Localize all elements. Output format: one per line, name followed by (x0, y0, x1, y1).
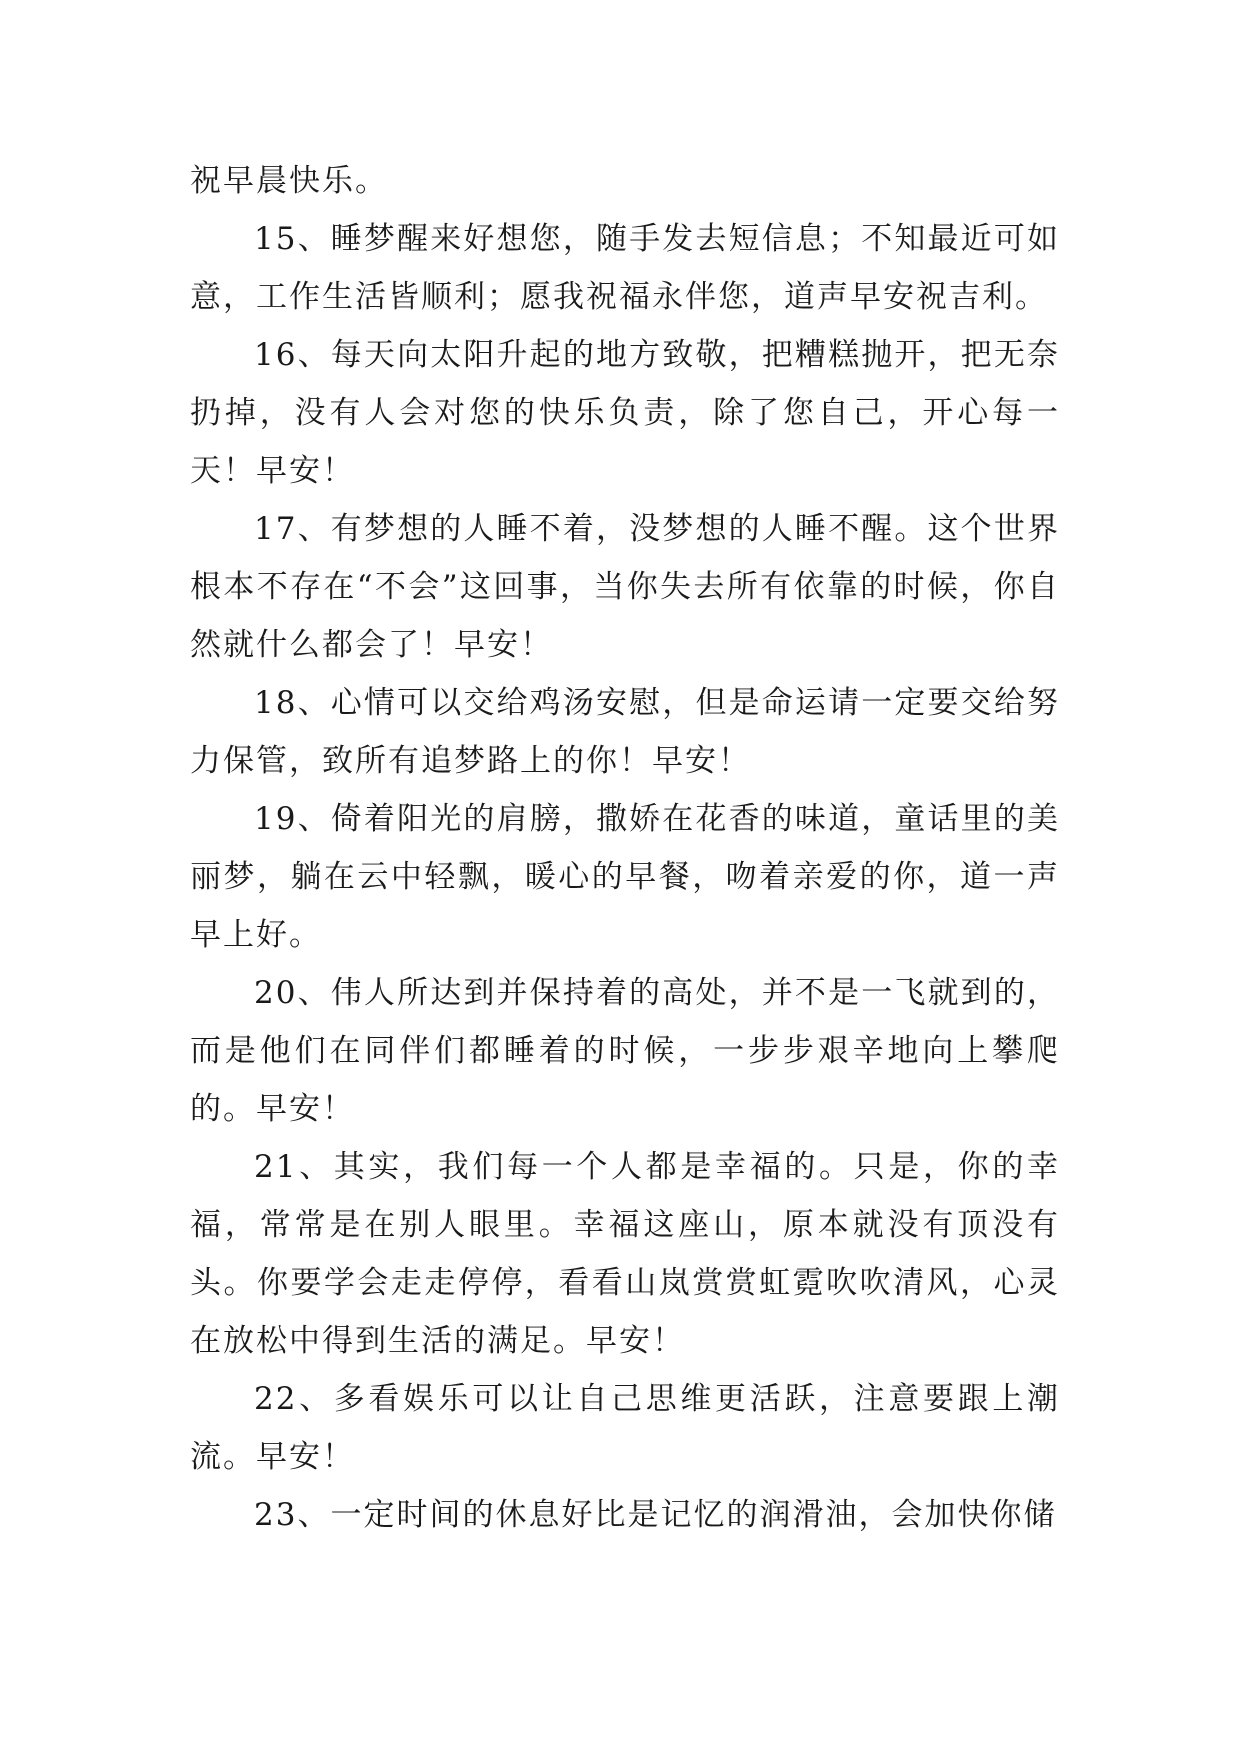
paragraph-item-22: 22、多看娱乐可以让自己思维更活跃，注意要跟上潮流。早安！ (190, 1381, 1060, 1475)
paragraph-item-20: 20、伟人所达到并保持着的高处，并不是一飞就到的，而是他们在同伴们都睡着的时候，一步步艰辛地向上攀爬的。早安！ (190, 975, 1060, 1127)
paragraph-item-23: 23、一定时间的休息好比是记忆的润滑油，会加快你储 (254, 1497, 1057, 1533)
paragraph-item-18: 18、心情可以交给鸡汤安慰，但是命运请一定要交给努力保管，致所有追梦路上的你！早安！ (190, 685, 1060, 779)
document-body (190, 152, 1060, 1544)
paragraph-continuation: 祝早晨快乐。 (190, 163, 388, 199)
paragraph-item-19: 19、倚着阳光的肩膀，撒娇在花香的味道，童话里的美丽梦，躺在云中轻飘，暖心的早餐，吻着亲爱的你，道一声早上好。 (190, 801, 1060, 953)
paragraph-item-15: 15、睡梦醒来好想您，随手发去短信息；不知最近可如意，工作生活皆顺利；愿我祝福永伴您，道声早安祝吉利。 (190, 221, 1060, 315)
paragraph-item-21: 21、其实，我们每一个人都是幸福的。只是，你的幸福，常常是在别人眼里。幸福这座山，原本就没有顶没有头。你要学会走走停停，看看山岚赏赏虹霓吹吹清风，心灵在放松中得到生活的满足。早安！ (190, 1149, 1060, 1359)
paragraph-item-16: 16、每天向太阳升起的地方致敬，把糟糕抛开，把无奈扔掉，没有人会对您的快乐负责，除了您自己，开心每一天！早安！ (190, 337, 1060, 489)
paragraph-item-17: 17、有梦想的人睡不着，没梦想的人睡不醒。这个世界根本不存在“不会”这回事，当你失去所有依靠的时候，你自然就什么都会了！早安！ (190, 511, 1060, 663)
